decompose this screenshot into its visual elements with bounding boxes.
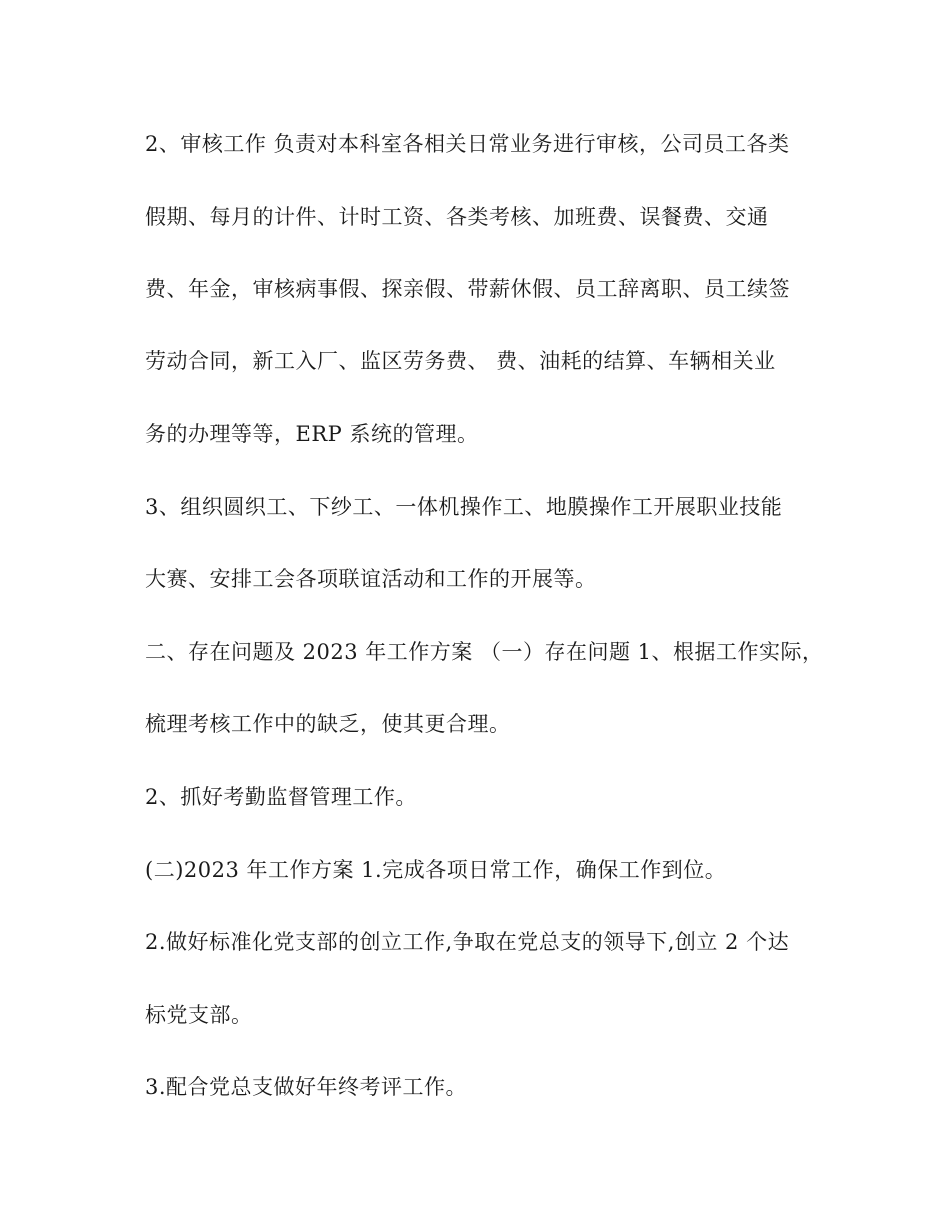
text-line: 标党支部。 [145, 1003, 253, 1027]
text-line: 大赛、安排工会各项联谊活动和工作的开展等。 [145, 567, 597, 591]
text-line: 梳理考核工作中的缺乏，使其更合理。 [145, 712, 511, 736]
text-line: 务的办理等等，ERP 系统的管理。 [145, 422, 479, 446]
text-line: (二)2023 年工作方案 1.完成各项日常工作，确保工作到位。 [145, 858, 727, 882]
text-line: 劳动合同，新工入厂、监区劳务费、 费、油耗的结算、车辆相关业 [145, 349, 776, 373]
text-line: 2.做好标准化党支部的创立工作,争取在党总支的领导下,创立 2 个达 [145, 930, 790, 954]
text-line: 假期、每月的计件、计时工资、各类考核、加班费、误餐费、交通 [145, 205, 769, 229]
text-line: 2、抓好考勤监督管理工作。 [145, 785, 417, 809]
text-line: 费、年金，审核病事假、探亲假、带薪休假、员工辞离职、员工续签 [145, 277, 790, 301]
text-line: 2、审核工作 负责对本科室各相关日常业务进行审核，公司员工各类 [145, 132, 790, 156]
text-line: 3、组织圆织工、下纱工、一体机操作工、地膜操作工开展职业技能 [145, 495, 783, 519]
text-line: 二、存在问题及 2023 年工作方案 （一）存在问题 1、根据工作实际， [145, 640, 824, 664]
text-line: 3.配合党总支做好年终考评工作。 [145, 1075, 468, 1099]
